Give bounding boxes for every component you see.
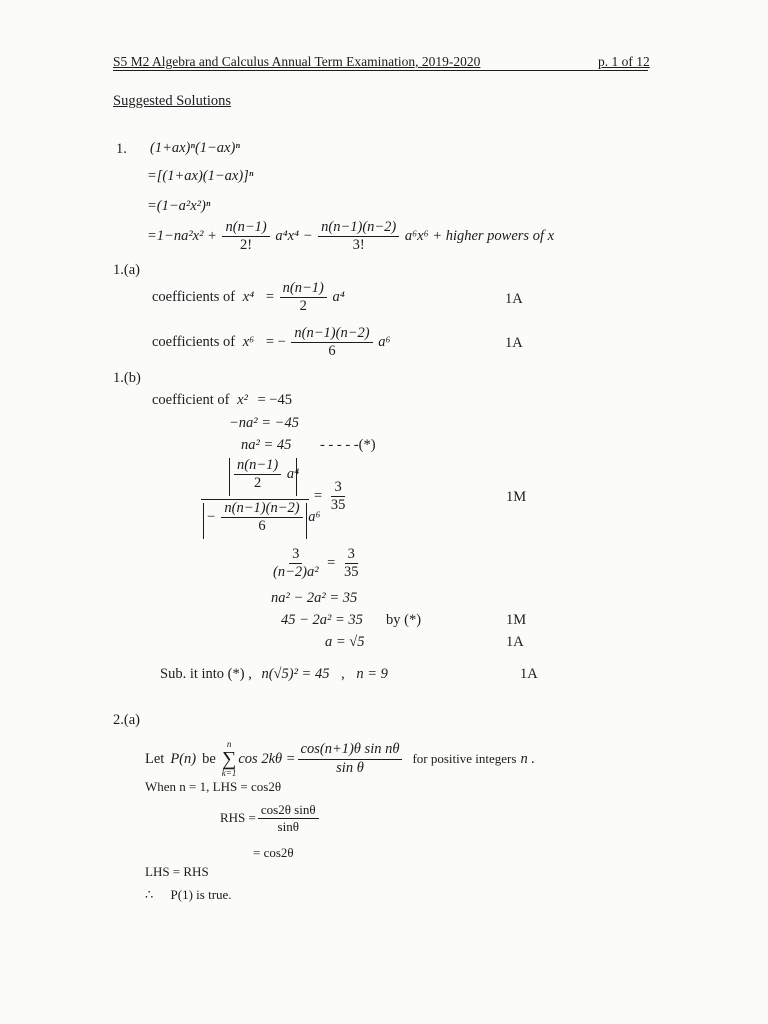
mark-1m-ratio: 1M [506, 489, 527, 505]
rhs-label: RHS = [220, 810, 256, 826]
fraction-denominator: 35 [330, 497, 346, 514]
sum-lower-limit: k=1 [221, 768, 237, 778]
coef-tail: a⁴ [332, 289, 345, 306]
q1-line-2: =[(1+ax)(1−ax)]ⁿ [147, 168, 254, 184]
be-text: be [202, 750, 216, 767]
section-heading: Suggested Solutions [113, 93, 232, 109]
q1-line-3: =(1−a²x²)ⁿ [147, 198, 211, 214]
fraction-numerator: n(n−1) [280, 281, 327, 298]
fraction-numerator: n(n−1)(n−2) [291, 326, 372, 343]
for-text: for positive integers [412, 751, 517, 766]
by-star: by (*) [386, 612, 422, 628]
page-number: p. 1 of 12 [598, 54, 650, 69]
coef-variable: x⁶ [242, 334, 255, 351]
fraction-numerator: n(n−1)(n−2) [221, 501, 302, 518]
p1-true-text: P(1) is true. [170, 887, 232, 902]
fraction-denominator: 3! [352, 237, 365, 254]
ratio-bottom-tail: a⁶ [308, 509, 321, 526]
sub-math: n(√5)² = 45 [261, 666, 330, 682]
therefore-icon: ∴ [145, 887, 154, 902]
mark-1a-coef4: 1A [505, 291, 523, 307]
q1b-line-7: 45 − 2a² = 35 [281, 612, 363, 628]
q1b-label: 1.(b) [113, 370, 141, 386]
coef-fraction [291, 326, 372, 359]
abs-bar-left-top [229, 458, 230, 496]
q2a-when: When n = 1, LHS = cos2θ [145, 779, 282, 794]
q1-number: 1. [116, 141, 127, 157]
fraction-numerator: cos2θ sinθ [258, 803, 319, 819]
sum-expression: cos 2kθ = [238, 750, 296, 767]
fraction-denominator: 2 [253, 475, 262, 492]
ratio-top-fraction [234, 458, 281, 491]
ratio-bottom-fraction [221, 501, 302, 534]
q2a-fraction [298, 742, 403, 775]
sub-text: Sub. it into (*) , [160, 666, 252, 682]
sum-operator [222, 740, 237, 778]
q1-line4-fraction-2 [318, 220, 399, 253]
fraction-numerator: n(n−1) [234, 458, 281, 475]
ratio-top-tail: a⁴ [286, 466, 300, 483]
line5-fraction [270, 547, 322, 580]
coef-equals: = − [265, 334, 286, 351]
coef-text: coefficient of [152, 392, 230, 408]
line5-equals: = [327, 555, 336, 572]
fraction-numerator: 3 [331, 480, 344, 497]
fraction-numerator: 3 [289, 547, 302, 564]
header-rule [113, 70, 648, 71]
q1b-line-3: na² = 45 [241, 437, 292, 453]
q2a-rhs [220, 803, 321, 833]
rhs-fraction [258, 803, 319, 833]
exam-title: S5 M2 Algebra and Calculus Annual Term Examination, 2019-2020 [113, 54, 481, 69]
mark-1a-line8: 1A [506, 634, 524, 650]
fraction-denominator: 35 [343, 564, 359, 581]
ratio-equals: = [314, 488, 323, 505]
sub-separator: , [341, 666, 345, 682]
fraction-denominator: (n−2)a² [273, 564, 319, 581]
line5-rhs-fraction [341, 547, 362, 580]
pn-symbol: P(n) [170, 750, 197, 767]
fraction-denominator: 2 [299, 298, 307, 315]
q1-line4-start: =1−na²x² + [147, 228, 217, 245]
fraction-numerator: n(n−1) [222, 220, 269, 237]
q1b-line-2: −na² = −45 [229, 415, 299, 431]
q1-line-4 [147, 220, 554, 253]
q1a-coef-x4 [152, 281, 345, 314]
q1b-line-8: a = √5 [325, 634, 365, 650]
coef-value: = −45 [257, 392, 292, 408]
ratio-rhs-fraction [328, 480, 349, 513]
q2a-label: 2.(a) [113, 712, 140, 728]
q2a-lhs-rhs: LHS = RHS [145, 864, 209, 879]
q1-line-1: (1+ax)ⁿ(1−ax)ⁿ [150, 140, 240, 156]
mark-1m-line7: 1M [506, 612, 527, 628]
ratio-top [232, 458, 299, 491]
q1b-line-5 [268, 547, 363, 580]
q1b-line-1 [152, 392, 292, 409]
sum-upper-limit: n [226, 739, 232, 749]
q1b-line-6: na² − 2a² = 35 [271, 590, 358, 606]
let-text: Let [145, 750, 165, 767]
ratio-bottom [206, 501, 320, 534]
q1a-label: 1.(a) [113, 262, 140, 278]
fraction-denominator: 2! [240, 237, 253, 254]
sub-n-value: n = 9 [356, 666, 388, 682]
coef-fraction [280, 281, 327, 314]
q1-line4-fraction-1 [222, 220, 269, 253]
ratio-rhs [314, 480, 350, 513]
for-n: n . [520, 750, 535, 767]
q1-line4-mid: a⁴x⁴ − [275, 228, 313, 245]
q1a-coef-x6 [152, 326, 390, 359]
coef-equals: = [265, 289, 274, 306]
q1b-star-tag: - - - - -(*) [320, 437, 376, 453]
q1-line4-end: a⁶x⁶ + higher powers of x [404, 228, 555, 245]
q2a-rhs-result: = cos2θ [253, 845, 294, 860]
coef-tail: a⁶ [378, 334, 391, 351]
abs-bar-left-bottom [203, 503, 204, 539]
coef-variable: x² [237, 392, 248, 408]
fraction-numerator: n(n−1)(n−2) [318, 220, 399, 237]
sigma-icon: ∑ [221, 748, 237, 770]
q2a-conclusion [145, 887, 232, 903]
fraction-numerator: cos(n+1)θ sin nθ [298, 742, 403, 759]
coef-text: coefficients of [152, 334, 236, 351]
fraction-denominator: sinθ [277, 818, 299, 834]
mark-1a-coef6: 1A [505, 335, 523, 351]
q2a-statement [145, 740, 535, 778]
coef-variable: x⁴ [242, 289, 255, 306]
coef-text: coefficients of [152, 289, 236, 306]
mark-1a-line9: 1A [520, 666, 538, 682]
fraction-numerator: 3 [345, 547, 358, 564]
fraction-denominator: 6 [328, 343, 336, 360]
fraction-denominator: 6 [258, 518, 266, 535]
q1b-substitution [160, 666, 388, 683]
ratio-bottom-lead: − [206, 509, 216, 526]
fraction-denominator: sin θ [336, 759, 364, 776]
